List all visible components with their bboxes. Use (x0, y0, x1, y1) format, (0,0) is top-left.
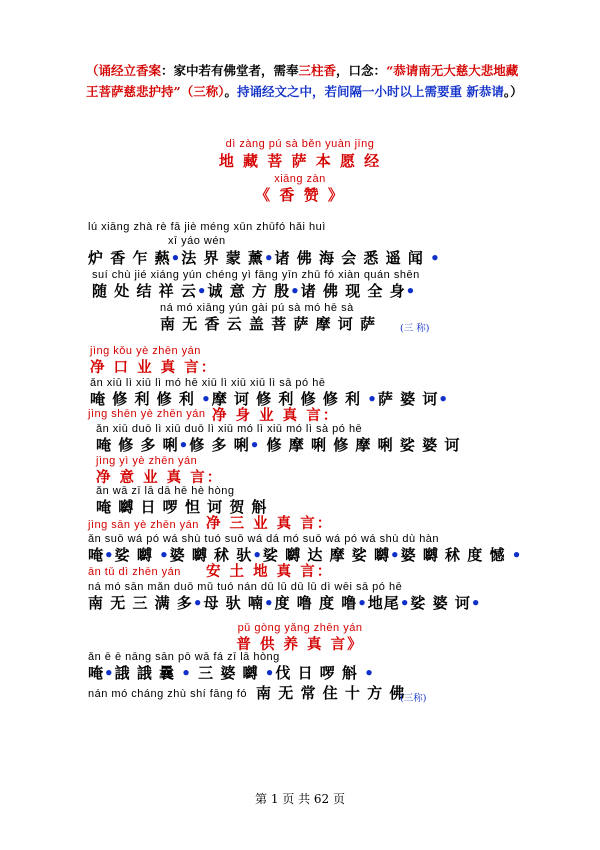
separator-dot: • (252, 546, 263, 564)
verse-1-pinyin: lú xiāng zhà rè fā jiè méng xūn zhūfó hǎi huì (88, 221, 326, 233)
shen-heading: 净 身 业 真 言： (212, 407, 340, 424)
separator-dot: • (430, 249, 441, 267)
shen-mantra: 唵 修 多 唎•修 多 唎• 修 摩 唎 修 摩 唎 娑 婆 诃 (96, 436, 461, 454)
separator-dot: • (399, 594, 411, 612)
intro-invocation: “恭请南无大慈大悲地藏王菩萨慈悲护持”（三称） (86, 63, 519, 99)
yi-heading-pinyin: jìng yì yè zhēn yán (96, 455, 198, 467)
verse-3-note: (三 称) (400, 323, 430, 334)
intro-part-1: （诵经立香案 (86, 63, 162, 78)
intro-part-4: ，口念： (336, 63, 387, 78)
intro-paragraph (86, 60, 526, 102)
separator-dot: • (357, 594, 368, 612)
gong-heading: 普 供 养 真 言》 (236, 636, 364, 653)
separator-dot: • (511, 546, 523, 564)
separator-dot: • (249, 436, 261, 454)
yi-heading: 净 意 业 真 言： (96, 469, 224, 486)
kou-pinyin: ǎn xiū lì xiū lì mó hē xiū lì xiū xiū lì sā pó hē (90, 377, 326, 389)
verse-3-pinyin: ná mó xiāng yún gài pú sà mó hē sà (160, 302, 354, 314)
separator-dot: • (263, 594, 275, 612)
intro-part-6: 。 (224, 84, 237, 99)
gong-tail-pinyin: nán mó cháng zhù shí fāng fó (88, 688, 247, 700)
tu-heading-pinyin: ān tǔ dì zhēn yán (88, 566, 181, 578)
yi-pinyin: ǎn wā zī lā dā hē hè hòng (96, 485, 235, 497)
kou-heading-pinyin: jìng kǒu yè zhēn yán (90, 345, 201, 357)
kou-mantra: 唵 修 利 修 利 •摩 诃 修 利 修 修 利 •萨 婆 诃• (90, 390, 449, 408)
intro-part-8: 。） (503, 84, 523, 99)
gong-mantra: 唵•誐 誐 曩 • 三 婆 嚩 •伐 日 啰 斛 • (88, 664, 375, 682)
separator-dot: • (367, 390, 378, 408)
kou-heading: 净 口 业 真 言： (90, 359, 218, 376)
separator-dot: • (364, 664, 375, 682)
separator-dot: • (405, 282, 417, 300)
tu-pinyin: ná mó sān mǎn duō mǔ tuó nán dū lū dū lū dì wēi sā pó hē (88, 581, 403, 593)
separator-dot: • (263, 249, 275, 267)
zan-title: 《 香 赞 》 (255, 186, 345, 204)
shen-heading-pinyin: jìng shēn yè zhēn yán (88, 408, 206, 420)
gong-heading-pinyin: pǔ gòng yǎng zhēn yán (237, 622, 363, 634)
separator-dot: • (104, 664, 115, 682)
gong-tail-note: (三称) (400, 693, 427, 704)
san-heading-pinyin: jìng sān yè zhēn yán (88, 519, 199, 531)
shen-pinyin: ǎn xiū duō lì xiū duō lì xiū mó lì xiū mó lì sà pó hē (96, 423, 363, 435)
san-pinyin: ǎn suō wá pó wá shù tuó suō wá dá mó suō wá pó wá shù dù hàn (88, 533, 440, 545)
tu-mantra: 南 无 三 满 多•母 驮 喃•度 噜 度 噜•地尾•娑 婆 诃• (88, 594, 482, 612)
verse-2-pinyin: suí chù jié xiáng yún chéng yì fāng yīn zhū fó xiàn quán shēn (92, 269, 420, 281)
separator-dot: • (181, 664, 192, 682)
separator-dot: • (159, 546, 170, 564)
verse-1-text: 炉 香 乍 爇•法 界 蒙 薰•诸 佛 海 会 悉 遥 闻 • (88, 249, 441, 267)
verse-3-text: 南 无 香 云 盖 菩 萨 摩 诃 萨 (160, 315, 377, 333)
intro-instruction: 持诵经文之中，若间隔一小时以上需要重 新恭请 (236, 84, 504, 99)
separator-dot: • (470, 594, 482, 612)
separator-dot: • (264, 664, 276, 682)
separator-dot: • (438, 390, 449, 408)
page-footer: 第 1 页 共 62 页 (255, 792, 345, 806)
separator-dot: • (196, 282, 208, 300)
verse-1-pinyin-2: xī yáo wén (168, 235, 226, 247)
separator-dot: • (104, 546, 115, 564)
separator-dot: • (290, 282, 301, 300)
verse-2-text: 随 处 结 祥 云•诚 意 方 殷•诸 佛 现 全 身• (92, 282, 417, 300)
gong-pinyin: ǎn ē ē nāng sān pō wā fá zī lā hòng (88, 651, 280, 663)
zan-title-pinyin: xiāng zàn (274, 173, 326, 185)
intro-part-3: 三柱香 (298, 63, 337, 78)
separator-dot: • (390, 546, 401, 564)
sutra-title: 地 藏 菩 萨 本 愿 经 (218, 152, 382, 170)
separator-dot: • (192, 594, 204, 612)
intro-part-2: ：家中若有佛堂者，需奉 (161, 63, 299, 78)
separator-dot: • (201, 390, 212, 408)
separator-dot: • (170, 249, 182, 267)
gong-tail-text: 南 无 常 住 十 方 佛 (256, 684, 406, 702)
title-pinyin: dì zàng pú sà běn yuàn jīng (225, 138, 375, 150)
san-mantra: 唵•娑 嚩 •婆 嚩 秫 驮•娑 嚩 达 摩 娑 嚩•婆 嚩 秫 度 憾 • (88, 546, 523, 564)
separator-dot: • (178, 436, 190, 454)
san-heading: 净 三 业 真 言： (206, 515, 334, 532)
yi-mantra: 唵 嚩 日 啰 怛 诃 贺 斛 (96, 498, 268, 516)
tu-heading: 安 土 地 真 言： (206, 563, 334, 580)
